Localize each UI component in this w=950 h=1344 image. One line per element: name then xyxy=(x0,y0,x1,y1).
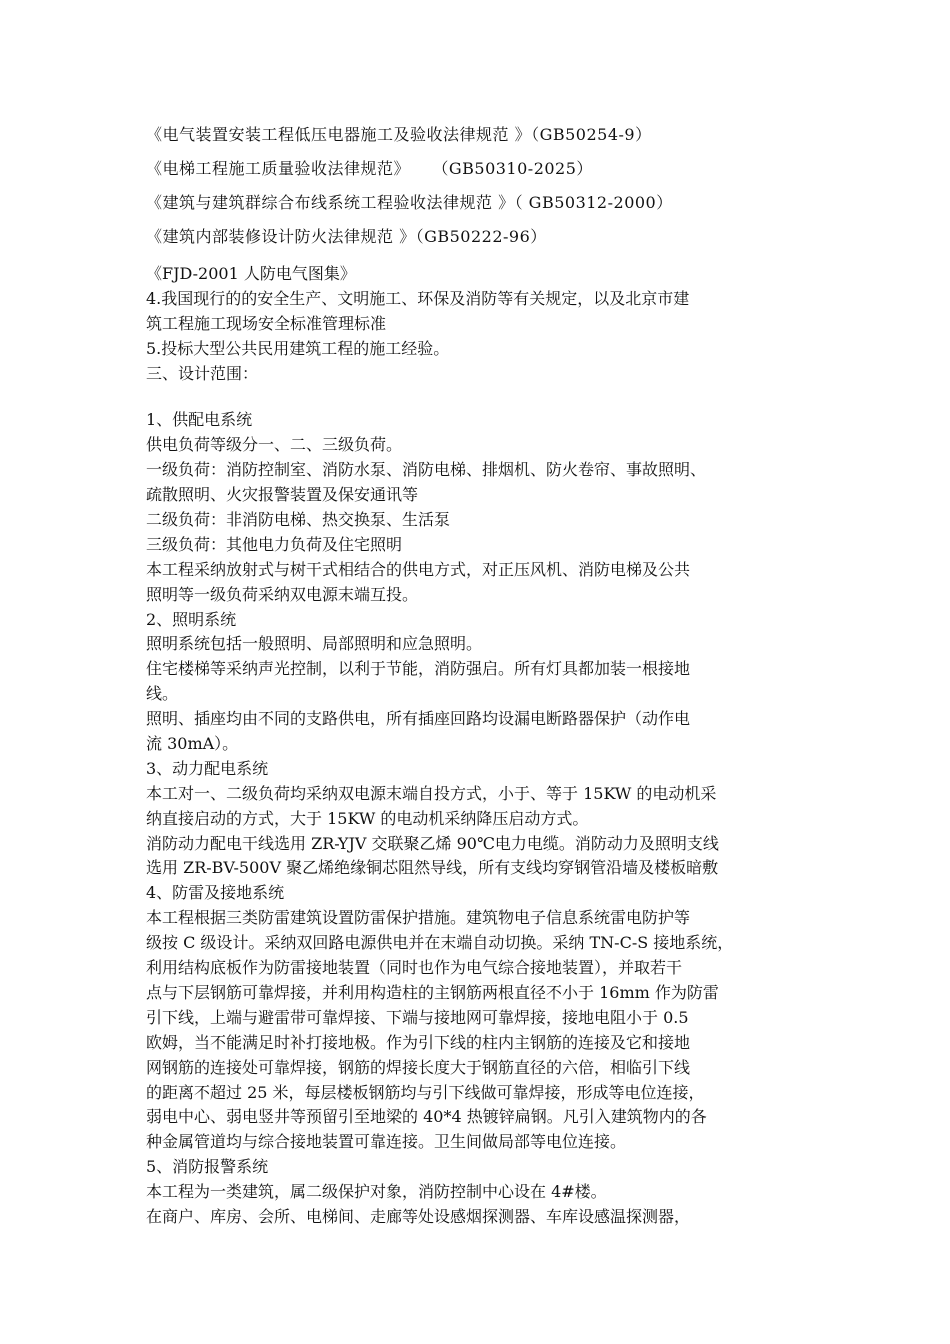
text-line: 本工程为一类建筑，属二级保护对象，消防控制中心设在 4#楼。 xyxy=(146,1182,607,1202)
text-line: 点与下层钢筋可靠焊接，并利用构造柱的主钢筋两根直径不小于 16mm 作为防雷 xyxy=(146,982,719,1002)
text-line: 二级负荷：非消防电梯、热交换泵、生活泵 xyxy=(146,510,451,530)
text-line: 种金属管道均与综合接地装置可靠连接。卫生间做局部等电位连接。 xyxy=(146,1132,627,1152)
text-line: 消防动力配电干线选用 ZR-YJV 交联聚乙烯 90℃电力电缆。消防动力及照明支线 xyxy=(146,833,719,853)
text-line: 纳直接启动的方式，大于 15KW 的电动机采纳降压启动方式。 xyxy=(146,808,589,828)
reference-line: 《电气装置安装工程低压电器施工及验收法律规范 》（GB50254-9） xyxy=(146,125,652,144)
text-line: 照明系统包括一般照明、局部照明和应急照明。 xyxy=(146,634,483,654)
text-line: 选用 ZR-BV-500V 聚乙烯绝缘铜芯阻然导线，所有支线均穿钢管沿墙及楼板暗敷 xyxy=(146,858,719,878)
text-line: 欧姆，当不能满足时补打接地极。作为引下线的柱内主钢筋的连接及它和接地 xyxy=(146,1032,691,1052)
text-line: 照明等一级负荷采纳双电源末端互投。 xyxy=(146,584,419,604)
text-line: 5.投标大型公共民用建筑工程的施工经验。 xyxy=(146,338,450,358)
text-line: 本工程根据三类防雷建筑设置防雷保护措施。建筑物电子信息系统雷电防护等 xyxy=(146,908,691,928)
text-line: 住宅楼梯等采纳声光控制，以利于节能，消防强启。所有灯具都加装一根接地 xyxy=(146,659,691,679)
text-line: 的距离不超过 25 米，每层楼板钢筋均与引下线做可靠焊接，形成等电位连接， xyxy=(146,1082,705,1102)
section-heading: 三、设计范围： xyxy=(146,363,259,383)
text-line: 照明、插座均由不同的支路供电，所有插座回路均设漏电断路器保护（动作电 xyxy=(146,709,691,729)
body-text xyxy=(146,262,826,1230)
subsection-heading: 3、动力配电系统 xyxy=(146,758,269,778)
paragraph-gap xyxy=(146,386,826,408)
subsection-heading: 1、供配电系统 xyxy=(146,410,253,430)
subsection-heading: 5、消防报警系统 xyxy=(146,1157,269,1177)
text-line: 引下线，上端与避雷带可靠焊接、下端与接地网可靠焊接，接地电阻小于 0.5 xyxy=(146,1007,689,1027)
text-line: 弱电中心、弱电竖井等预留引至地梁的 40*4 热镀锌扁钢。凡引入建筑物内的各 xyxy=(146,1107,707,1127)
text-line: 供电负荷等级分一、二、三级负荷。 xyxy=(146,435,403,455)
text-line: 一级负荷：消防控制室、消防水泵、消防电梯、排烟机、防火卷帘、事故照明、 xyxy=(146,460,707,480)
text-line: 三级负荷：其他电力负荷及住宅照明 xyxy=(146,534,403,554)
text-line: 网钢筋的连接处可靠焊接，钢筋的焊接长度大于钢筋直径的六倍，相临引下线 xyxy=(146,1057,691,1077)
reference-list xyxy=(146,118,846,254)
reference-line: 《电梯工程施工质量验收法律规范》 （GB50310-2025） xyxy=(146,159,593,178)
text-line: 4.我国现行的的安全生产、文明施工、环保及消防等有关规定，以及北京市建 xyxy=(146,288,690,308)
subsection-heading: 4、防雷及接地系统 xyxy=(146,883,285,903)
subsection-heading: 2、照明系统 xyxy=(146,609,237,629)
text-line: 流 30mA）。 xyxy=(146,734,239,754)
text-line: 利用结构底板作为防雷接地装置（同时也作为电气综合接地装置），并取若干 xyxy=(146,958,683,978)
text-line: 本工程采纳放射式与树干式相结合的供电方式，对正压风机、消防电梯及公共 xyxy=(146,559,691,579)
text-line: 线。 xyxy=(146,684,179,704)
reference-line: 《建筑内部装修设计防火法律规范 》（GB50222-96） xyxy=(146,227,547,246)
text-line: 疏散照明、火灾报警装置及保安通讯等 xyxy=(146,485,419,505)
text-line: 在商户、库房、会所、电梯间、走廊等处设感烟探测器、车库设感温探测器， xyxy=(146,1206,691,1226)
text-line: 筑工程施工现场安全标准管理标准 xyxy=(146,313,387,333)
text-line: 《FJD-2001 人防电气图集》 xyxy=(146,264,356,283)
text-line: 级按 C 级设计。采纳双回路电源供电并在末端自动切换。采纳 TN-C-S 接地系统， xyxy=(146,933,734,953)
reference-line: 《建筑与建筑群综合布线系统工程验收法律规范 》（ GB50312-2000） xyxy=(146,193,673,212)
text-line: 本工对一、二级负荷均采纳双电源末端自投方式，小于、等于 15KW 的电动机采 xyxy=(146,783,717,803)
